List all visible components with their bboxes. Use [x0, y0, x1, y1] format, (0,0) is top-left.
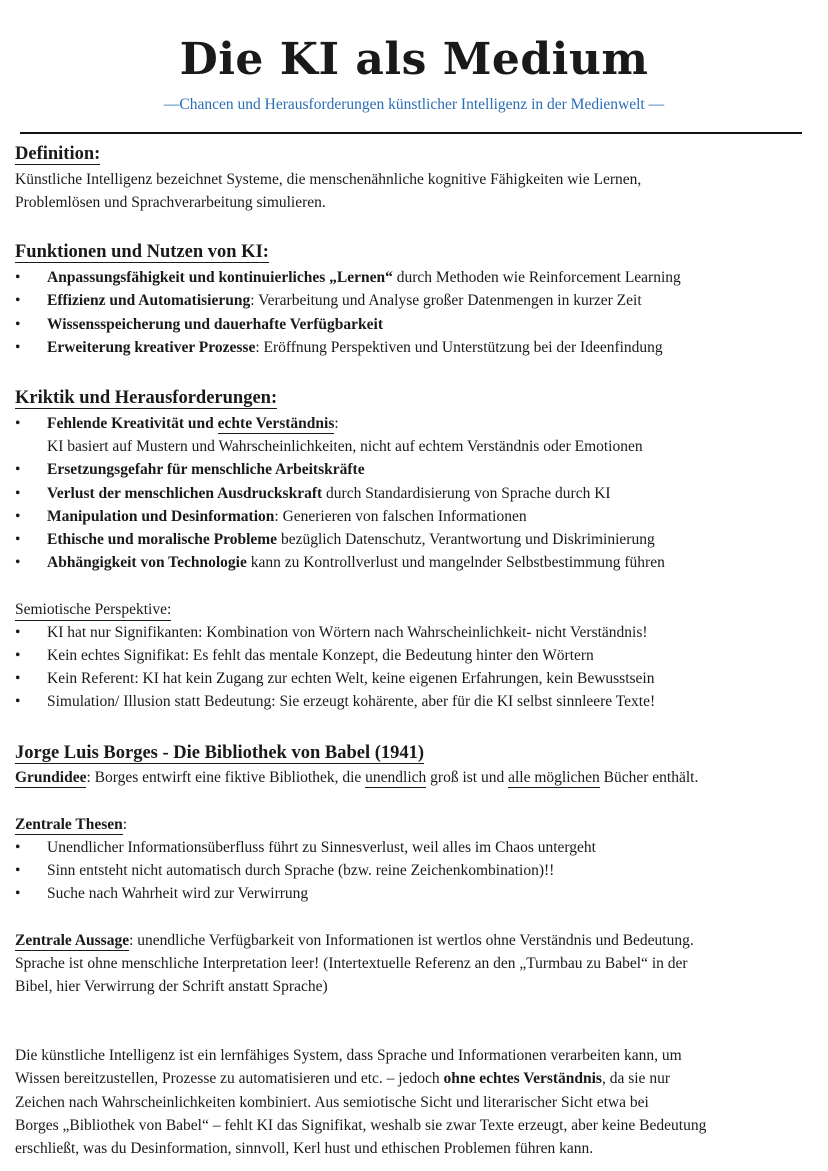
item-bold: Wissensspeicherung und dauerhafte Verfügbarkeit — [47, 316, 384, 333]
conclusion-line-5: erschließt, was du Desinformation, sinnvoll, Kerl hust und ethischen Problemen führen kann. — [15, 1140, 594, 1157]
bullet-icon: • — [15, 839, 21, 856]
item-underlined: echte Verständnis — [217, 415, 335, 432]
bullet-icon: • — [15, 885, 21, 902]
statement-line-1: Zentrale Aussage: unendliche Verfügbarkeit von Informationen ist wertlos ohne Verständnis und Bedeutung. — [15, 932, 694, 949]
bullet-icon: • — [15, 693, 21, 710]
statement-line-2: Sprache ist ohne menschliche Interpretation leer! (Intertextuelle Referenz an den „Turmbau zu Babel“ in der — [15, 955, 688, 972]
conclusion-line-3: Zeichen nach Wahrscheinlichkeiten kombiniert. Aus semiotische Sicht und literarischer Sicht etwa bei — [15, 1094, 649, 1111]
item-bold: Abhängigkeit von Technologie — [47, 554, 247, 571]
definition-line-2: Problemlösen und Sprachverarbeitung simulieren. — [15, 194, 326, 211]
bullet-icon: • — [15, 269, 21, 286]
bullet-icon: • — [15, 316, 21, 333]
critique-heading: Kriktik und Herausforderungen: — [15, 388, 278, 408]
item-bold: Anpassungsfähigkeit und kontinuierliches „Lernen“ — [47, 269, 393, 286]
bullet-icon: • — [15, 670, 21, 687]
bullet-icon: • — [15, 554, 21, 571]
semiotics-heading: Semiotische Perspektive: — [15, 598, 823, 622]
borges-heading: Jorge Luis Borges - Die Bibliothek von Babel (1941) — [15, 743, 425, 763]
document-page: Die KI als Medium —Chancen und Herausforderungen künstlicher Intelligenz in der Medienwelt — Definition: Künstliche Intelligenz bezeichnet Systeme, die menschenähnliche kognitive Fähigkeiten wie Lernen, Problemlösen und Sprachverarbeitung simulieren. Funktionen und Nutzen von KI: • Anpassungsfähigkeit und kontinuierliches „Lernen“ durch Methoden wie Reinforcement Learning • Effizienz und Automatisierung: Verarbeitung und Analyse großer Datenmengen in kurzer Zeit • Wissensspeicherung und dauerhafte Verfügbarkeit • Erweiterung kreativer Prozesse: Eröffnung Perspektiven und Unterstützung bei der Ideenfindung Kriktik und Herausforderungen: • Fehlende Kreativität und echte Verständnis: KI basiert auf Mustern und Wahrscheinlichkeiten, nicht auf echtem Verständnis oder Emotionen • Ersetzungsgefahr für menschliche Arbeitskräfte • Verlust der menschlichen Ausdruckskraft durch Standardisierung von Sprache durch KI • Manipulation und Desinformation: Generieren von falschen Informationen • Ethische und moralische Probleme bezüglich Datenschutz, Verantwortung und Diskriminierung • Abhängigkeit von Technologie kann zu Kontrollverlust und mangelnder Selbstbestimmung führen Semiotische Perspektive: • KI hat nur Signifikanten: Kombination von Wörtern nach Wahrscheinlichkeit- nicht Verständnis! • Kein echtes Signifikat: Es fehlt das mentale Konzept, die Bedeutung hinter den Wörtern • Kein Referent: KI hat kein Zugang zur echten Welt, keine eigenen Erfahrungen, kein Bewusstsein • Simulation/ Illusion statt Bedeutung: Sie erzeugt kohärente, aber für die KI selbst sinnleere Texte! Jorge Luis Borges - Die Bibliothek von Babel (1941) Grundidee: Borges entwirft eine fiktive Bibliothek, die unendlich groß ist und alle möglichen Bücher enthält. Zentrale Thesen: • Unendlicher Informationsüberfluss führt zu Sinnesverlust, weil alles im Chaos untergeht • Sinn entsteht nicht automatisch durch Sprache (bzw. reine Zeichenkombination)!! • Suche nach Wahrheit wird zur Verwirrung Zentrale Aussage: unendliche Verfügbarkeit von Informationen ist wertlos ohne Verständnis und Bedeutung. Sprache ist ohne menschliche Interpretation leer! (Intertextuelle Referenz an den „Turmbau zu Babel“ in der Bibel, hier Verwirrung der Schrift anstatt Sprache) Die künstliche Intelligenz ist ein lernfähiges System, dass Sprache und Informationen verarbeiten kann, um Wissen bereitzustellen, Prozesse zu automatisieren und etc. – jedoch ohne echtes Verständnis, da sie nur Zeichen nach Wahrscheinlichkeiten kombiniert. Aus semiotische Sicht und literarischer Sicht etwa bei Borges „Bibliothek von Babel“ – fehlt KI das Signifikat, weshalb sie zwar Texte erzeugt, aber keine Bedeutung erschließt, was du Desinformation, sinnvoll, Kerl hust und ethischen Problemen führen kann. — [0, 0, 828, 1171]
bullet-icon: • — [15, 647, 21, 664]
bullet-icon: • — [15, 415, 21, 432]
bullet-icon: • — [15, 292, 21, 309]
functions-heading: Funktionen und Nutzen von KI: — [15, 242, 269, 262]
bullet-icon: • — [15, 508, 21, 525]
bullet-icon: • — [15, 339, 21, 356]
bullet-icon: • — [15, 624, 21, 641]
item-bold: Verlust der menschlichen Ausdruckskraft — [47, 485, 323, 502]
item-bold: Fehlende Kreativität und — [47, 415, 218, 432]
item-bold: Ersetzungsgefahr für menschliche Arbeitskräfte — [47, 461, 365, 478]
item-bold: Manipulation und Desinformation — [47, 508, 275, 525]
page-subtitle: —Chancen und Herausforderungen künstlicher Intelligenz in der Medienwelt — — [163, 96, 665, 113]
statement-line-3: Bibel, hier Verwirrung der Schrift anstatt Sprache) — [15, 978, 328, 995]
conclusion-line-1: Die künstliche Intelligenz ist ein lernfähiges System, dass Sprache und Informationen verarbeiten kann, um — [15, 1047, 682, 1064]
bullet-icon: • — [15, 461, 21, 478]
bullet-icon: • — [15, 531, 21, 548]
bullet-icon: • — [15, 862, 21, 879]
conclusion-line-4: Borges „Bibliothek von Babel“ – fehlt KI das Signifikat, weshalb sie zwar Texte erzeugt, aber keine Bedeutung — [15, 1117, 707, 1134]
definition-line-1: Künstliche Intelligenz bezeichnet Systeme, die menschenähnliche kognitive Fähigkeiten wie Lernen, — [15, 171, 642, 188]
definition-heading: Definition: — [15, 144, 101, 164]
item-text: : Eröffnung Perspektiven und Unterstützung bei der Ideenfindung — [255, 339, 663, 356]
borges-grundidee: Grundidee: Borges entwirft eine fiktive Bibliothek, die unendlich groß ist und alle möglichen Bücher enthält. — [15, 769, 699, 786]
page-title: Die KI als Medium — [179, 34, 649, 85]
item-bold: Ethische und moralische Probleme — [47, 531, 278, 548]
theses-heading: Zentrale Thesen: — [15, 816, 128, 833]
bullet-icon: • — [15, 485, 21, 502]
item-text: : Verarbeitung und Analyse großer Datenmengen in kurzer Zeit — [250, 292, 642, 309]
item-bold: Effizienz und Automatisierung — [47, 292, 251, 309]
title-divider — [20, 132, 802, 134]
item-text: durch Methoden wie Reinforcement Learning — [392, 269, 681, 286]
conclusion-line-2: Wissen bereitzustellen, Prozesse zu automatisieren und etc. – jedoch ohne echtes Verständnis, da sie nur — [15, 1070, 670, 1087]
item-bold: Erweiterung kreativer Prozesse — [47, 339, 256, 356]
